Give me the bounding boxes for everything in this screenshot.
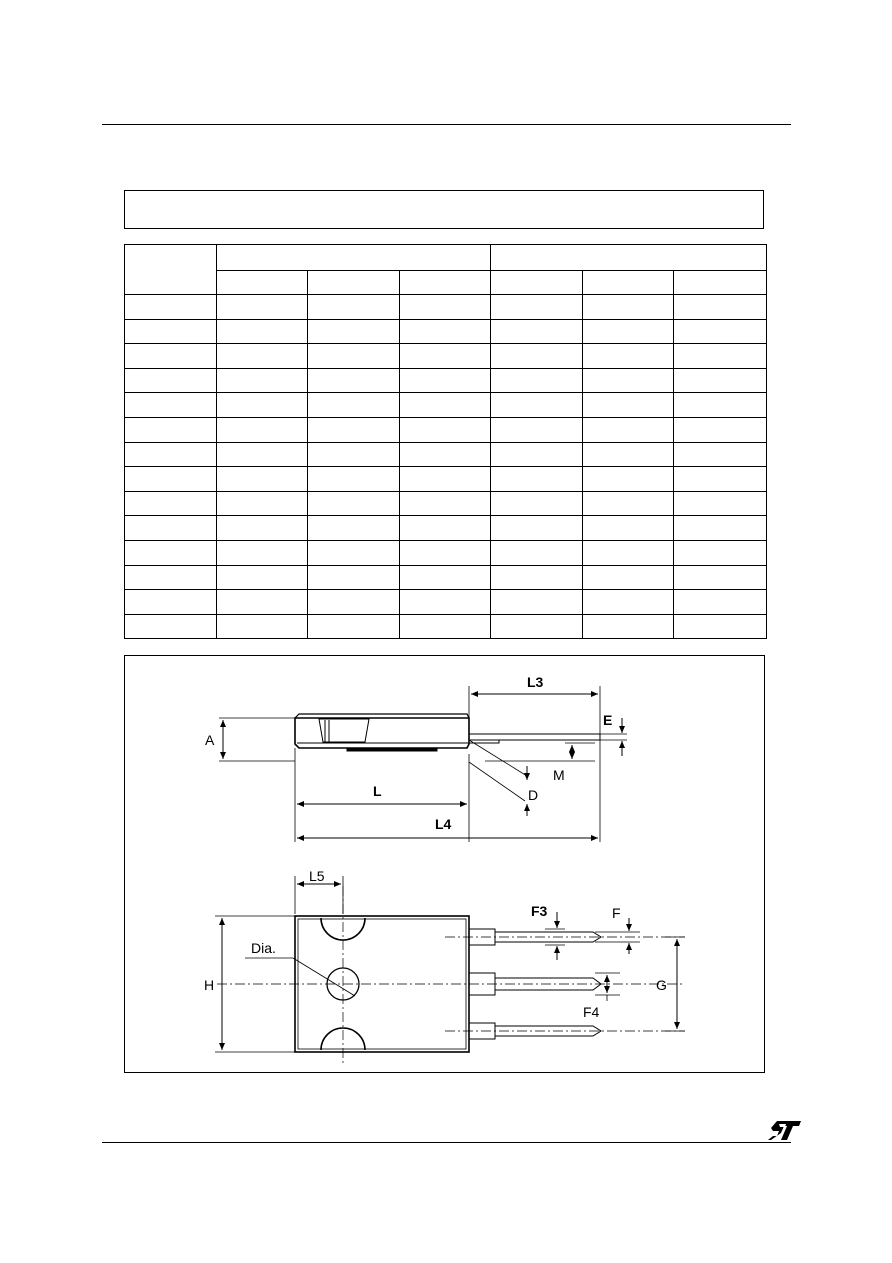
table-cell-ref <box>125 344 217 369</box>
table-row <box>125 368 767 393</box>
table-row <box>125 442 767 467</box>
table-cell-value <box>400 491 491 516</box>
table-row <box>125 344 767 369</box>
table-cell-value <box>674 590 767 615</box>
table-cell-value <box>400 393 491 418</box>
table-cell-value <box>217 319 308 344</box>
table-cell-value <box>674 540 767 565</box>
table-cell-value <box>217 516 308 541</box>
dim-label-L4: L4 <box>435 816 452 832</box>
table-cell-value <box>400 590 491 615</box>
table-cell-value <box>308 491 400 516</box>
table-cell-value <box>400 295 491 320</box>
dim-label-Dia: Dia. <box>251 940 276 956</box>
table-cell-ref <box>125 467 217 492</box>
dim-label-M: M <box>553 767 565 783</box>
table-row <box>125 295 767 320</box>
table-cell-value <box>583 393 674 418</box>
table-cell-value <box>400 467 491 492</box>
table-cell-value <box>308 516 400 541</box>
table-row <box>125 614 767 639</box>
table-row <box>125 417 767 442</box>
table-cell-value <box>217 417 308 442</box>
dimensions-table <box>124 244 767 639</box>
table-cell-value <box>491 319 583 344</box>
table-cell-value <box>400 516 491 541</box>
table-cell-value <box>674 368 767 393</box>
table-cell-ref <box>125 417 217 442</box>
header-max-cell <box>674 271 767 295</box>
table-cell-value <box>583 319 674 344</box>
table-cell-value <box>400 565 491 590</box>
table-cell-value <box>491 368 583 393</box>
table-row <box>125 516 767 541</box>
table-cell-value <box>400 319 491 344</box>
table-cell-value <box>583 565 674 590</box>
table-cell-value <box>217 368 308 393</box>
table-cell-value <box>217 590 308 615</box>
table-cell-value <box>674 614 767 639</box>
table-cell-value <box>400 417 491 442</box>
dim-label-E: E <box>603 712 613 728</box>
table-cell-value <box>491 590 583 615</box>
table-cell-ref <box>125 295 217 320</box>
header-inch-cell <box>491 245 767 271</box>
table-cell-value <box>491 295 583 320</box>
dim-label-L: L <box>373 783 382 799</box>
table-cell-value <box>308 417 400 442</box>
table-cell-value <box>491 565 583 590</box>
table-cell-value <box>491 614 583 639</box>
table-cell-value <box>583 516 674 541</box>
dim-label-L5: L5 <box>309 868 325 884</box>
header-dim-cell <box>125 245 217 295</box>
table-cell-value <box>674 393 767 418</box>
package-drawing <box>124 655 765 1073</box>
table-row <box>125 467 767 492</box>
table-cell-value <box>583 417 674 442</box>
table-cell-value <box>491 467 583 492</box>
dim-label-A: A <box>205 732 215 748</box>
table-cell-value <box>217 442 308 467</box>
table-cell-value <box>491 344 583 369</box>
table-cell-ref <box>125 590 217 615</box>
table-cell-ref <box>125 319 217 344</box>
table-cell-value <box>400 442 491 467</box>
table-cell-value <box>674 319 767 344</box>
table-cell-value <box>674 417 767 442</box>
table-cell-value <box>674 442 767 467</box>
header-typ-cell <box>308 271 400 295</box>
table-cell-value <box>491 393 583 418</box>
table-cell-value <box>583 540 674 565</box>
table-cell-value <box>308 467 400 492</box>
table-cell-value <box>491 417 583 442</box>
table-row <box>125 491 767 516</box>
table-cell-ref <box>125 516 217 541</box>
side-view <box>219 686 627 842</box>
table-cell-ref <box>125 614 217 639</box>
table-cell-value <box>583 614 674 639</box>
header-mm-cell <box>217 245 491 271</box>
table-cell-value <box>308 295 400 320</box>
table-cell-ref <box>125 565 217 590</box>
table-cell-value <box>308 368 400 393</box>
table-cell-value <box>491 442 583 467</box>
table-cell-ref <box>125 368 217 393</box>
table-cell-value <box>217 467 308 492</box>
dim-label-G: G <box>656 977 667 993</box>
table-cell-value <box>583 368 674 393</box>
table-cell-value <box>583 442 674 467</box>
dim-label-D: D <box>528 787 539 803</box>
header-max-cell <box>400 271 491 295</box>
table-caption <box>124 190 764 229</box>
table-cell-value <box>400 344 491 369</box>
table-cell-value <box>491 516 583 541</box>
table-cell-ref <box>125 491 217 516</box>
table-cell-value <box>217 295 308 320</box>
table-subheader-row <box>125 271 767 295</box>
table-cell-value <box>308 442 400 467</box>
header-typ-cell <box>583 271 674 295</box>
table-row <box>125 393 767 418</box>
table-cell-value <box>674 344 767 369</box>
table-header-row <box>125 245 767 271</box>
dim-label-L3: L3 <box>527 674 544 690</box>
st-logo <box>768 1118 802 1142</box>
dim-label-F4: F4 <box>583 1004 600 1020</box>
table-cell-value <box>400 614 491 639</box>
footer-rule <box>102 1142 791 1143</box>
dim-label-F: F <box>612 905 621 921</box>
table-cell-value <box>583 590 674 615</box>
table-cell-value <box>308 393 400 418</box>
dim-label-H: H <box>204 977 215 993</box>
table-cell-value <box>217 614 308 639</box>
table-cell-value <box>674 565 767 590</box>
table-cell-value <box>583 344 674 369</box>
table-cell-value <box>674 516 767 541</box>
table-cell-value <box>491 540 583 565</box>
side-lead <box>469 734 600 740</box>
header-rule <box>102 124 791 125</box>
table-cell-value <box>674 467 767 492</box>
table-cell-value <box>217 393 308 418</box>
table-cell-value <box>674 295 767 320</box>
table-cell-value <box>583 295 674 320</box>
table-cell-value <box>308 540 400 565</box>
table-cell-value <box>308 344 400 369</box>
dim-label-F3: F3 <box>531 903 548 919</box>
table-row <box>125 590 767 615</box>
header-min-cell <box>491 271 583 295</box>
table-cell-value <box>491 491 583 516</box>
table-cell-value <box>217 565 308 590</box>
table-cell-value <box>308 319 400 344</box>
table-cell-value <box>308 590 400 615</box>
table-cell-ref <box>125 442 217 467</box>
table-cell-value <box>308 565 400 590</box>
table-row <box>125 540 767 565</box>
table-cell-value <box>217 540 308 565</box>
table-cell-value <box>583 467 674 492</box>
table-row <box>125 319 767 344</box>
table-cell-value <box>217 344 308 369</box>
package-outline-svg <box>125 656 766 1074</box>
table-cell-value <box>583 491 674 516</box>
table-row <box>125 565 767 590</box>
table-cell-value <box>217 491 308 516</box>
table-cell-value <box>400 368 491 393</box>
table-cell-value <box>308 614 400 639</box>
table-cell-ref <box>125 540 217 565</box>
table-cell-value <box>400 540 491 565</box>
table-cell-ref <box>125 393 217 418</box>
header-min-cell <box>217 271 308 295</box>
table-cell-value <box>674 491 767 516</box>
